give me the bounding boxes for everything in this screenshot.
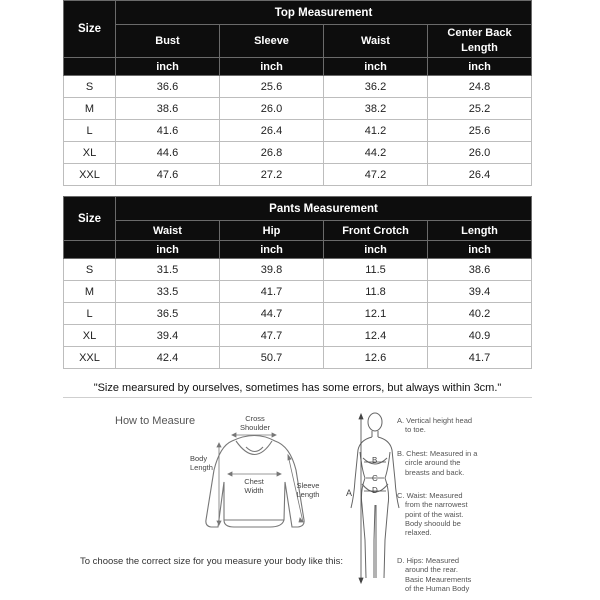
value-cell: 12.6 (324, 347, 428, 369)
legend-sub: from the narrowest (405, 500, 468, 510)
top-col-bust: Bust (116, 25, 220, 58)
top-unit: inch (324, 58, 428, 76)
value-cell: 31.5 (116, 259, 220, 281)
value-cell: 41.2 (324, 120, 428, 142)
value-cell: 39.4 (428, 281, 532, 303)
top-unit: inch (116, 58, 220, 76)
legend-item-c (397, 491, 468, 537)
value-cell: 38.6 (116, 98, 220, 120)
figure-label-b: B (372, 456, 378, 465)
pants-table-title: Pants Measurement (116, 197, 532, 221)
pants-size-header: Size (64, 197, 116, 241)
value-cell: 39.4 (116, 325, 220, 347)
pants-unit: inch (428, 241, 532, 259)
value-cell: 40.2 (428, 303, 532, 325)
choose-size-instruction: To choose the correct size for you measure your body like this: (80, 556, 343, 567)
size-cell: XXL (64, 347, 116, 369)
value-cell: 41.6 (116, 120, 220, 142)
size-cell: M (64, 98, 116, 120)
top-unit: inch (428, 58, 532, 76)
value-cell: 36.5 (116, 303, 220, 325)
value-cell: 25.2 (428, 98, 532, 120)
value-cell: 38.6 (428, 259, 532, 281)
value-cell: 41.7 (220, 281, 324, 303)
size-cell: XXL (64, 164, 116, 186)
legend-sub: Basic Meaurements (405, 574, 472, 584)
legend-sub: breasts and back. (405, 467, 465, 477)
cross-shoulder-label: Cross Shoulder (239, 414, 271, 432)
legend-sub: of the Human Body (405, 583, 470, 593)
value-cell: 36.2 (324, 76, 428, 98)
pants-unit: inch (324, 241, 428, 259)
value-cell: 25.6 (220, 76, 324, 98)
pants-col-front-crotch: Front Crotch (324, 221, 428, 241)
value-cell: 38.2 (324, 98, 428, 120)
legend-item-d (397, 556, 471, 593)
size-cell: S (64, 76, 116, 98)
legend-head: A. Vertical height head (397, 416, 473, 425)
pants-unit: inch (116, 241, 220, 259)
value-cell: 44.2 (324, 142, 428, 164)
pants-col-hip: Hip (220, 221, 324, 241)
how-to-measure-heading: How to Measure (115, 415, 196, 427)
value-cell: 44.6 (116, 142, 220, 164)
body-figure (351, 413, 399, 578)
figure-label-a: A (346, 488, 353, 498)
legend-item-a (397, 416, 472, 435)
sleeve-length-label: Sleeve Length (296, 481, 320, 499)
size-cell: S (64, 259, 116, 281)
legend-sub: relaxed. (405, 528, 432, 538)
legend-head: C. Waist: Measured (397, 491, 463, 500)
size-cell: M (64, 281, 116, 303)
legend-sub: point of the waist. (405, 509, 464, 519)
value-cell: 27.2 (220, 164, 324, 186)
measurement-note: "Size mearsured by ourselves, sometimes has some errors, but always within 3cm." (63, 379, 532, 398)
body-measure-lines (359, 414, 386, 583)
value-cell: 44.7 (220, 303, 324, 325)
size-cell: XL (64, 325, 116, 347)
value-cell: 26.8 (220, 142, 324, 164)
value-cell: 47.6 (116, 164, 220, 186)
top-table-title: Top Measurement (116, 1, 532, 25)
size-cell: L (64, 120, 116, 142)
value-cell: 11.5 (324, 259, 428, 281)
value-cell: 33.5 (116, 281, 220, 303)
value-cell: 26.4 (220, 120, 324, 142)
value-cell: 40.9 (428, 325, 532, 347)
value-cell: 26.0 (428, 142, 532, 164)
figure-label-c: C (372, 474, 378, 483)
top-col-center-back-length: Center Back Length (428, 25, 532, 58)
legend-sub: around the rear. (405, 565, 458, 575)
value-cell: 41.7 (428, 347, 532, 369)
pants-unit: inch (220, 241, 324, 259)
value-cell: 39.8 (220, 259, 324, 281)
legend-sub: to toe. (405, 425, 426, 435)
size-cell: L (64, 303, 116, 325)
value-cell: 11.8 (324, 281, 428, 303)
value-cell: 36.6 (116, 76, 220, 98)
top-col-sleeve: Sleeve (220, 25, 324, 58)
value-cell: 50.7 (220, 347, 324, 369)
value-cell: 26.4 (428, 164, 532, 186)
legend-sub: circle around the (405, 458, 461, 468)
top-size-header: Size (64, 1, 116, 58)
value-cell: 25.6 (428, 120, 532, 142)
top-unit: inch (220, 58, 324, 76)
pants-col-waist: Waist (116, 221, 220, 241)
top-col-waist: Waist (324, 25, 428, 58)
body-length-label: Body Length (190, 454, 213, 472)
value-cell: 24.8 (428, 76, 532, 98)
legend-item-b (397, 449, 477, 477)
chest-width-label: Chest Width (244, 477, 264, 495)
pants-col-length: Length (428, 221, 532, 241)
figure-label-d: D (372, 486, 378, 495)
value-cell: 47.2 (324, 164, 428, 186)
value-cell: 47.7 (220, 325, 324, 347)
legend-sub: Body shoould be (405, 518, 461, 528)
value-cell: 12.4 (324, 325, 428, 347)
size-cell: XL (64, 142, 116, 164)
value-cell: 42.4 (116, 347, 220, 369)
legend-head: D. Hips: Measured (397, 556, 460, 565)
legend-head: B. Chest: Measured in a (397, 449, 478, 458)
value-cell: 26.0 (220, 98, 324, 120)
value-cell: 12.1 (324, 303, 428, 325)
